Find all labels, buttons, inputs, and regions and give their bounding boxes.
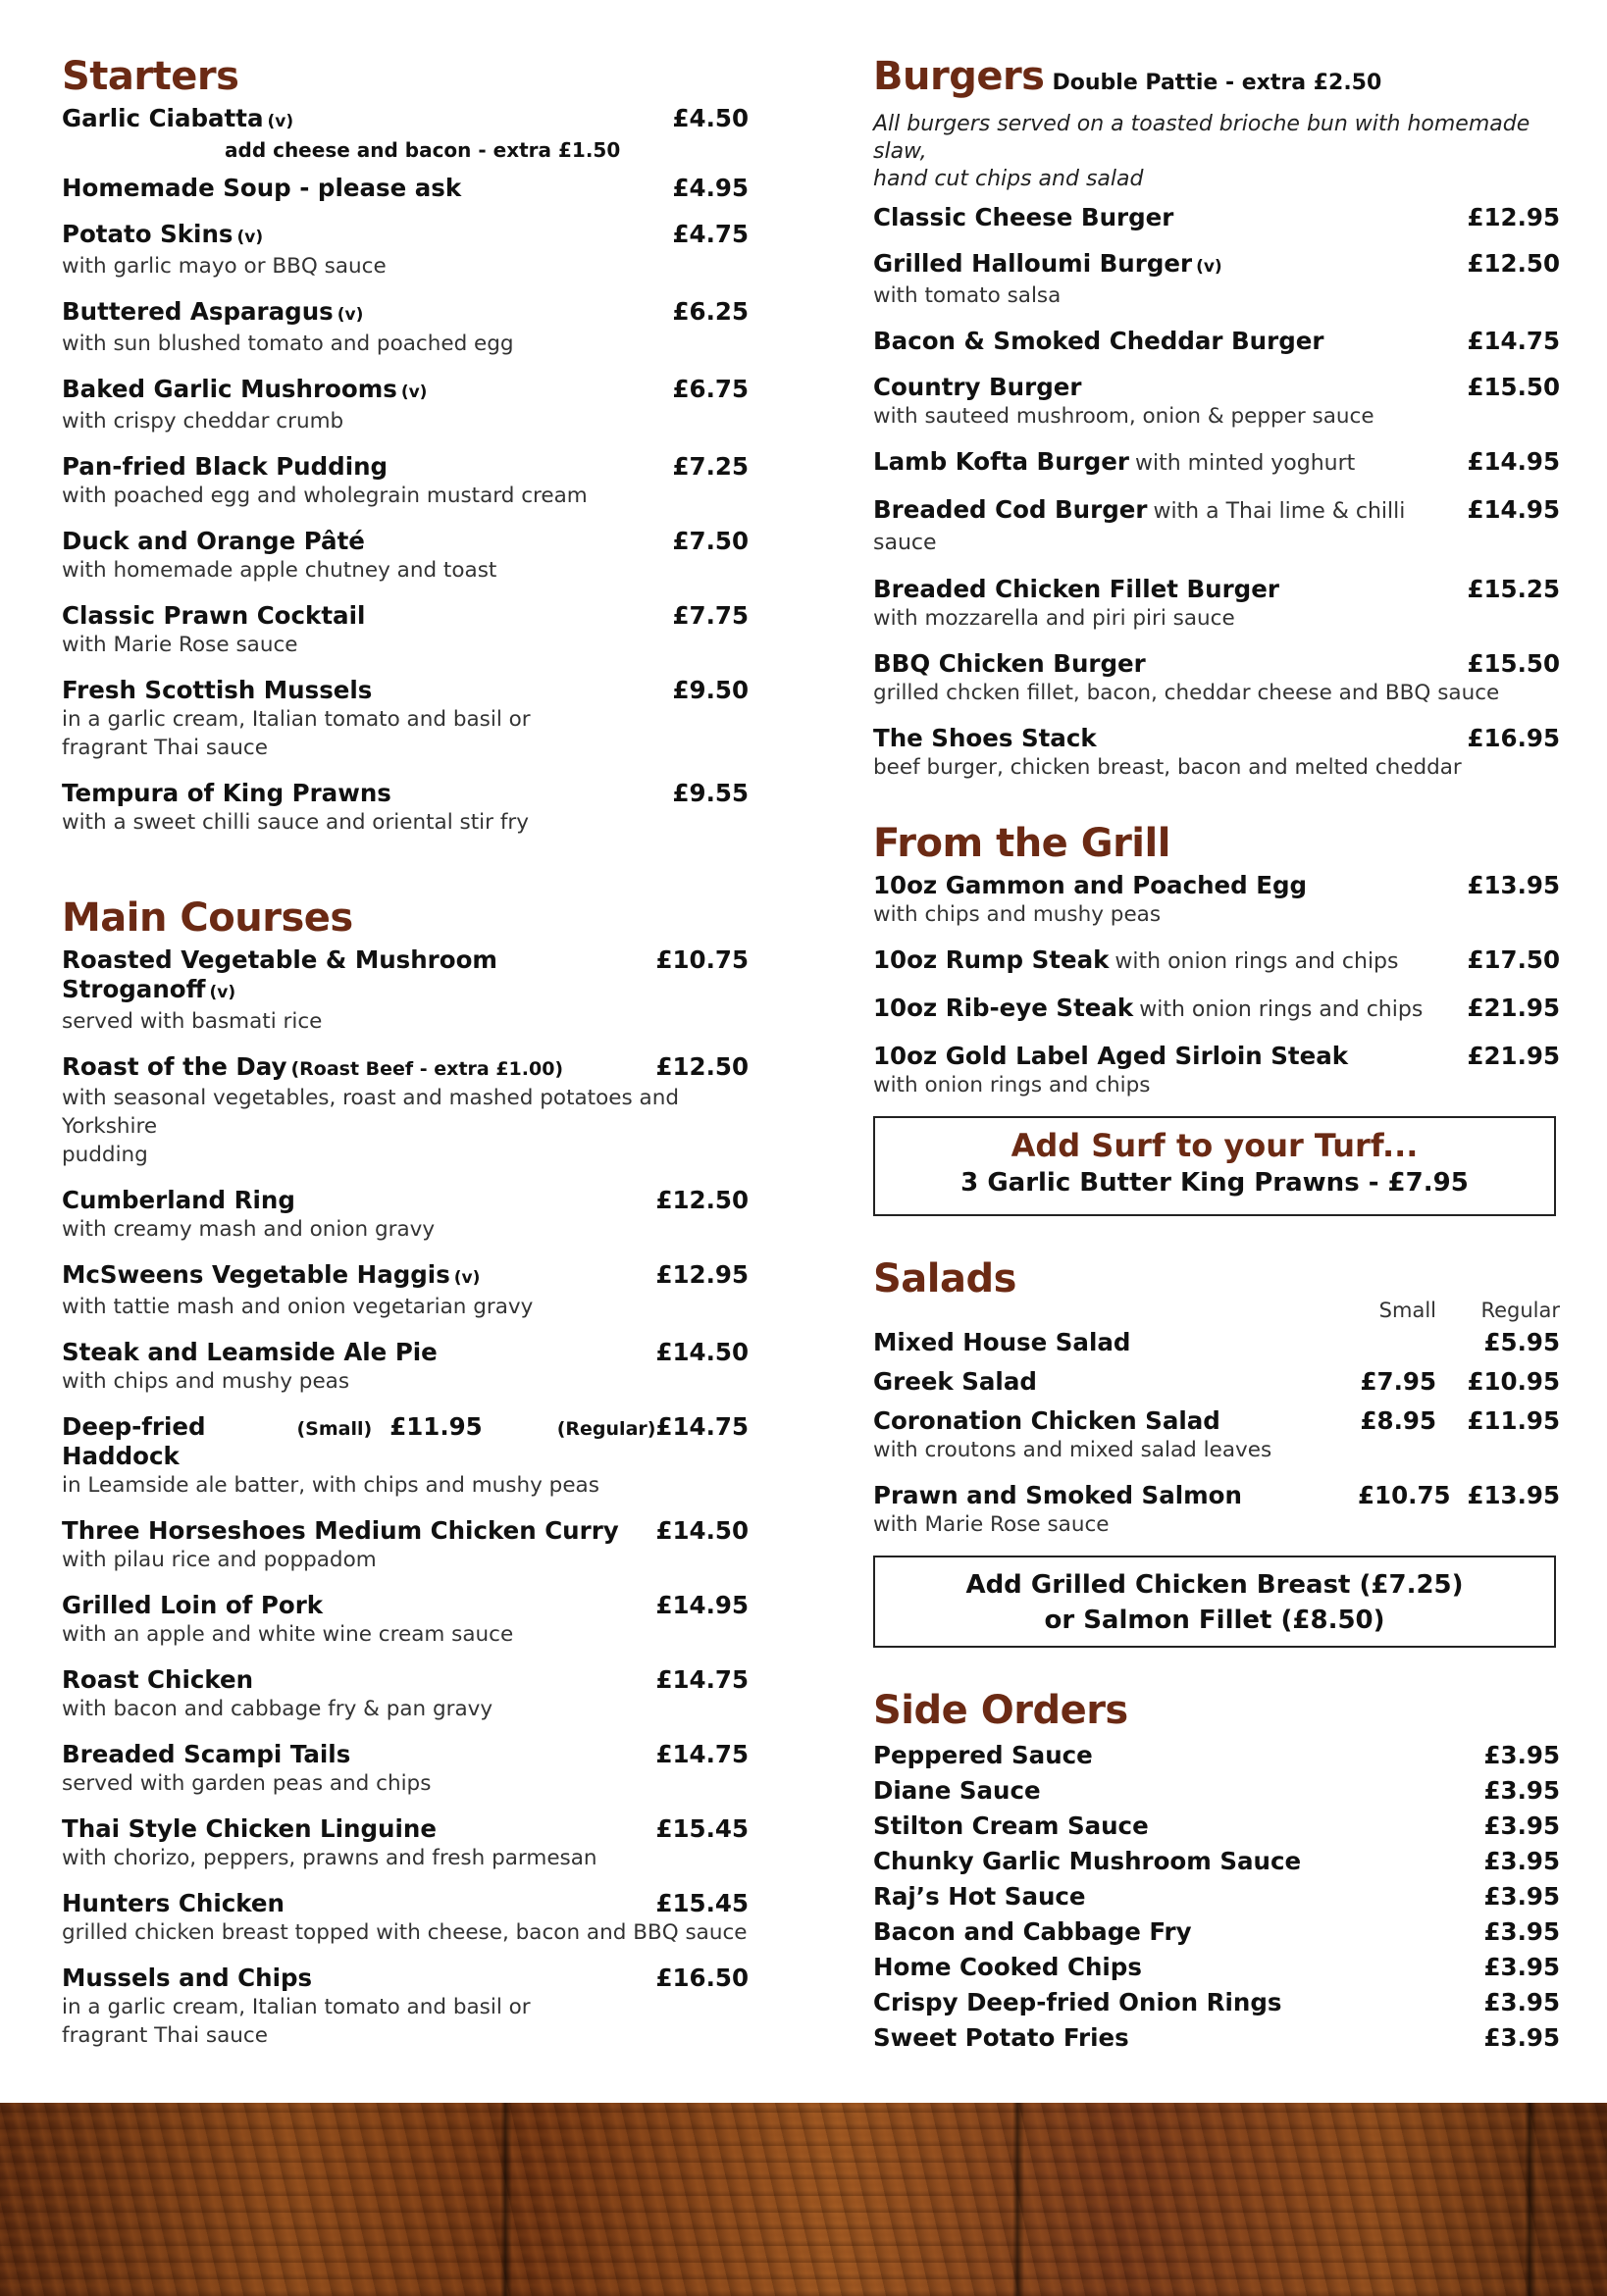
burgers-title: Burgers xyxy=(873,54,1045,99)
item-desc: in Leamside ale batter, with chips and mushy peas xyxy=(62,1473,599,1498)
surf-turf-offer: 3 Garlic Butter King Prawns - £7.95 xyxy=(960,1168,1469,1198)
item-desc: with Marie Rose sauce xyxy=(873,1512,1110,1537)
menu-item xyxy=(873,994,1560,1025)
item-price: £12.95 xyxy=(655,1260,749,1289)
menu-item xyxy=(873,1481,1560,1539)
item-price: £3.95 xyxy=(1483,1882,1560,1911)
item-desc: served with garden peas and chips xyxy=(62,1771,432,1796)
item-price: £3.95 xyxy=(1483,1847,1560,1875)
item-name: Diane Sauce xyxy=(873,1776,1041,1805)
menu-item xyxy=(873,871,1560,929)
mains-section xyxy=(62,894,749,2050)
sides-section xyxy=(873,1687,1560,2056)
item-price: £4.95 xyxy=(672,174,749,202)
side-item xyxy=(873,1773,1560,1809)
item-price: £14.50 xyxy=(655,1338,749,1366)
item-name: Coronation Chicken Salad xyxy=(873,1406,1220,1435)
item-price: £14.95 xyxy=(1467,447,1560,476)
small-price: £10.75 xyxy=(1358,1481,1451,1509)
item-name: Mussels and Chips xyxy=(62,1964,313,1992)
item-name: Breaded Scampi Tails xyxy=(62,1740,351,1768)
item-desc: with bacon and cabbage fry & pan gravy xyxy=(62,1697,493,1721)
item-price: £6.75 xyxy=(672,375,749,403)
item-name: Garlic Ciabatta xyxy=(62,104,264,132)
item-price: £9.50 xyxy=(672,676,749,704)
veg-badge: (v) xyxy=(209,983,236,1002)
addon-line: or Salmon Fillet (£8.50) xyxy=(1044,1606,1385,1635)
item-name: 10oz Gammon and Poached Egg xyxy=(873,871,1308,899)
item-desc: with mozzarella and piri piri sauce xyxy=(873,606,1235,631)
side-item xyxy=(873,1738,1560,1773)
item-desc: with homemade apple chutney and toast xyxy=(62,558,497,583)
menu-item xyxy=(62,1186,749,1244)
item-price: £15.50 xyxy=(1467,373,1560,401)
item-inline-desc: with onion rings and chips xyxy=(1115,949,1399,974)
col-regular: Regular xyxy=(1480,1299,1560,1322)
item-price: £14.75 xyxy=(655,1740,749,1768)
starters-section xyxy=(62,53,749,837)
item-name: McSweens Vegetable Haggis xyxy=(62,1260,450,1289)
item-price: £12.50 xyxy=(655,1052,749,1081)
item-name: BBQ Chicken Burger xyxy=(873,649,1146,678)
starters-title: Starters xyxy=(62,54,239,99)
col-small: Small xyxy=(1378,1299,1436,1322)
item-desc: with chips and mushy peas xyxy=(873,902,1162,927)
item-name: Roast Chicken xyxy=(62,1665,254,1694)
item-price: £3.95 xyxy=(1483,1917,1560,1946)
item-name: Baked Garlic Mushrooms xyxy=(62,375,397,403)
item-name: Deep-fried Haddock xyxy=(62,1412,206,1470)
grill-title: From the Grill xyxy=(873,821,1170,866)
item-desc: with pilau rice and poppadom xyxy=(62,1548,377,1572)
menu-item xyxy=(873,1328,1560,1357)
item-inline-desc: with onion rings and chips xyxy=(1139,997,1424,1022)
grill-section xyxy=(873,820,1560,1216)
item-desc: with sun blushed tomato and poached egg xyxy=(62,332,514,356)
item-name: Mixed House Salad xyxy=(873,1328,1131,1356)
item-price: £14.75 xyxy=(655,1665,749,1694)
left-column xyxy=(62,53,749,2066)
item-desc: fragrant Thai sauce xyxy=(62,2023,268,2048)
item-name: Grilled Halloumi Burger xyxy=(873,249,1193,278)
item-name: Duck and Orange Pâté xyxy=(62,527,365,555)
salad-addon-box xyxy=(873,1556,1556,1648)
item-name: Homemade Soup - please ask xyxy=(62,174,462,202)
item-price: £3.95 xyxy=(1483,2023,1560,2052)
item-note: (Roast Beef - extra £1.00) xyxy=(290,1058,564,1080)
item-name: Stilton Cream Sauce xyxy=(873,1811,1149,1840)
item-price: £16.95 xyxy=(1467,724,1560,752)
side-item xyxy=(873,1844,1560,1879)
right-column xyxy=(873,53,1560,2056)
item-name: The Shoes Stack xyxy=(873,724,1097,752)
item-price: £4.50 xyxy=(672,104,749,132)
menu-item xyxy=(873,649,1560,707)
small-price: £11.95 xyxy=(389,1412,483,1441)
burgers-subtitle: Double Pattie - extra £2.50 xyxy=(1052,71,1382,95)
menu-item xyxy=(873,1367,1560,1397)
item-price: £7.50 xyxy=(672,527,749,555)
burgers-section xyxy=(873,53,1560,782)
menu-item xyxy=(62,1814,749,1872)
item-name: Breaded Chicken Fillet Burger xyxy=(873,575,1279,603)
item-desc: with croutons and mixed salad leaves xyxy=(873,1438,1272,1462)
menu-item xyxy=(62,104,749,164)
veg-badge: (v) xyxy=(453,1268,481,1288)
item-name: Grilled Loin of Pork xyxy=(62,1591,324,1619)
item-name: Chunky Garlic Mushroom Sauce xyxy=(873,1847,1302,1875)
item-desc: beef burger, chicken breast, bacon and melted cheddar xyxy=(873,755,1462,780)
item-price: £14.50 xyxy=(655,1516,749,1545)
item-name: 10oz Gold Label Aged Sirloin Steak xyxy=(873,1042,1349,1070)
item-desc: with garlic mayo or BBQ sauce xyxy=(62,254,387,279)
side-item xyxy=(873,1985,1560,2020)
menu-item xyxy=(62,1665,749,1723)
burgers-note-line: hand cut chips and salad xyxy=(873,167,1144,191)
mains-title: Main Courses xyxy=(62,895,353,941)
item-price: £17.50 xyxy=(1467,945,1560,974)
menu-item xyxy=(62,527,749,585)
item-name: Potato Skins xyxy=(62,220,233,248)
item-name: Thai Style Chicken Linguine xyxy=(62,1814,437,1843)
menu-item xyxy=(873,1042,1560,1099)
size-small-label: (Small) xyxy=(296,1418,373,1440)
menu-item xyxy=(62,1412,749,1500)
salads-title: Salads xyxy=(873,1256,1016,1301)
item-extra: add cheese and bacon - extra £1.50 xyxy=(225,138,621,162)
veg-badge: (v) xyxy=(400,383,428,402)
item-name: Peppered Sauce xyxy=(873,1741,1093,1769)
item-name: Home Cooked Chips xyxy=(873,1953,1142,1981)
menu-item xyxy=(62,1338,749,1396)
item-price: £21.95 xyxy=(1467,1042,1560,1070)
menu-item xyxy=(62,1964,749,2050)
surf-turf-box xyxy=(873,1116,1556,1216)
item-desc: with poached egg and wholegrain mustard cream xyxy=(62,484,588,508)
item-price: £12.95 xyxy=(1467,203,1560,231)
item-name: Breaded Cod Burger xyxy=(873,495,1148,524)
menu-item xyxy=(873,447,1560,479)
side-item xyxy=(873,1809,1560,1844)
item-price: £3.95 xyxy=(1483,1776,1560,1805)
menu-item xyxy=(873,724,1560,782)
side-item xyxy=(873,2020,1560,2056)
regular-price: £5.95 xyxy=(1483,1328,1560,1356)
item-price: £12.50 xyxy=(1467,249,1560,278)
item-price: £21.95 xyxy=(1467,994,1560,1022)
item-desc: served with basmati rice xyxy=(62,1009,323,1034)
item-price: £6.25 xyxy=(672,297,749,326)
wood-footer-banner xyxy=(0,2103,1607,2296)
item-desc: with an apple and white wine cream sauce xyxy=(62,1622,514,1647)
veg-badge: (v) xyxy=(1196,257,1222,277)
regular-price: £10.95 xyxy=(1467,1367,1560,1396)
menu-item xyxy=(873,1406,1560,1464)
item-price: £14.95 xyxy=(655,1591,749,1619)
item-desc: with Marie Rose sauce xyxy=(62,633,298,657)
item-name: Crispy Deep-fried Onion Rings xyxy=(873,1988,1282,2016)
menu-item xyxy=(62,1740,749,1798)
item-inline-desc: with a Thai lime & chilli sauce xyxy=(873,499,1406,555)
menu-item xyxy=(62,1052,749,1169)
item-desc: with crispy cheddar crumb xyxy=(62,409,344,434)
item-desc: pudding xyxy=(62,1143,148,1167)
item-name: Steak and Leamside Ale Pie xyxy=(62,1338,438,1366)
item-price: £15.50 xyxy=(1467,649,1560,678)
salads-section xyxy=(873,1255,1560,1648)
menu-item xyxy=(873,575,1560,633)
menu-item xyxy=(62,375,749,435)
burgers-note-line: All burgers served on a toasted brioche bun with homemade slaw, xyxy=(873,112,1530,164)
item-price: £12.50 xyxy=(655,1186,749,1214)
side-item xyxy=(873,1950,1560,1985)
item-name: Three Horseshoes Medium Chicken Curry xyxy=(62,1516,619,1545)
item-name: Classic Prawn Cocktail xyxy=(62,601,366,630)
surf-turf-title: Add Surf to your Turf... xyxy=(1011,1127,1419,1164)
small-price: £7.95 xyxy=(1360,1367,1436,1396)
item-name: Pan-fried Black Pudding xyxy=(62,452,389,481)
item-price: £16.50 xyxy=(655,1964,749,1992)
item-desc: with tomato salsa xyxy=(873,283,1062,308)
item-desc: with sauteed mushroom, onion & pepper sauce xyxy=(873,404,1374,429)
item-price: £7.75 xyxy=(672,601,749,630)
item-inline-desc: with minted yoghurt xyxy=(1135,451,1356,476)
menu-item xyxy=(62,174,749,203)
item-price: £4.75 xyxy=(672,220,749,248)
item-name: 10oz Rib-eye Steak xyxy=(873,994,1134,1022)
item-price: £9.55 xyxy=(672,779,749,807)
item-name: Sweet Potato Fries xyxy=(873,2023,1129,2052)
addon-line: Add Grilled Chicken Breast (£7.25) xyxy=(965,1570,1464,1600)
size-regular-label: (Regular) xyxy=(556,1418,656,1440)
item-price: £7.25 xyxy=(672,452,749,481)
item-name: Buttered Asparagus xyxy=(62,297,334,326)
menu-item xyxy=(62,452,749,510)
menu-item xyxy=(873,249,1560,310)
side-item xyxy=(873,1879,1560,1914)
item-price: £3.95 xyxy=(1483,1811,1560,1840)
item-desc: in a garlic cream, Italian tomato and basil or xyxy=(62,1995,531,2019)
item-price: £15.25 xyxy=(1467,575,1560,603)
veg-badge: (v) xyxy=(267,112,294,131)
menu-item xyxy=(62,676,749,762)
regular-price: £11.95 xyxy=(1467,1406,1560,1435)
item-name: Roasted Vegetable & Mushroom Stroganoff xyxy=(62,945,497,1003)
menu-item xyxy=(62,297,749,358)
item-desc: with tattie mash and onion vegetarian gravy xyxy=(62,1295,534,1319)
item-price: £14.75 xyxy=(1467,327,1560,355)
veg-badge: (v) xyxy=(236,228,264,247)
item-name: Bacon & Smoked Cheddar Burger xyxy=(873,327,1324,355)
item-price: £3.95 xyxy=(1483,1953,1560,1981)
burgers-note xyxy=(873,111,1560,193)
item-price: £14.75 xyxy=(655,1412,749,1441)
item-price: £15.45 xyxy=(655,1814,749,1843)
item-price: £15.45 xyxy=(655,1889,749,1917)
item-name: Tempura of King Prawns xyxy=(62,779,391,807)
side-item xyxy=(873,1914,1560,1950)
item-name: Prawn and Smoked Salmon xyxy=(873,1481,1242,1509)
item-name: Cumberland Ring xyxy=(62,1186,295,1214)
menu-item xyxy=(62,601,749,659)
menu-item xyxy=(62,1591,749,1649)
item-desc: grilled chicken breast topped with cheese, bacon and BBQ sauce xyxy=(62,1920,748,1945)
menu-item xyxy=(62,1260,749,1321)
item-desc: with creamy mash and onion gravy xyxy=(62,1217,436,1242)
item-name: Fresh Scottish Mussels xyxy=(62,676,373,704)
veg-badge: (v) xyxy=(337,305,364,325)
item-desc: with chorizo, peppers, prawns and fresh parmesan xyxy=(62,1846,597,1870)
sides-title: Side Orders xyxy=(873,1688,1128,1733)
item-name: Country Burger xyxy=(873,373,1082,401)
item-price: £10.75 xyxy=(655,945,749,974)
menu-item xyxy=(873,495,1560,558)
item-desc: with chips and mushy peas xyxy=(62,1369,350,1394)
item-desc: with seasonal vegetables, roast and mashed potatoes and Yorkshire xyxy=(62,1086,679,1139)
item-name: Classic Cheese Burger xyxy=(873,203,1174,231)
item-price: £3.95 xyxy=(1483,1741,1560,1769)
item-name: Hunters Chicken xyxy=(62,1889,285,1917)
item-name: Greek Salad xyxy=(873,1367,1037,1396)
menu-item xyxy=(873,327,1560,356)
item-price: £14.95 xyxy=(1467,495,1560,524)
item-desc: with onion rings and chips xyxy=(873,1073,1151,1097)
small-price: £8.95 xyxy=(1360,1406,1436,1435)
menu-item xyxy=(62,779,749,837)
item-desc: with a sweet chilli sauce and oriental stir fry xyxy=(62,810,529,835)
menu-item xyxy=(873,945,1560,977)
item-desc: fragrant Thai sauce xyxy=(62,736,268,760)
menu-item xyxy=(62,1889,749,1947)
menu-item xyxy=(873,203,1560,232)
menu-item xyxy=(62,220,749,281)
item-price: £3.95 xyxy=(1483,1988,1560,2016)
menu-item xyxy=(62,1516,749,1574)
item-name: Bacon and Cabbage Fry xyxy=(873,1917,1192,1946)
item-name: 10oz Rump Steak xyxy=(873,945,1110,974)
item-desc: grilled chcken fillet, bacon, cheddar cheese and BBQ sauce xyxy=(873,681,1500,705)
regular-price: £13.95 xyxy=(1467,1481,1560,1509)
item-name: Raj’s Hot Sauce xyxy=(873,1882,1086,1911)
item-price: £13.95 xyxy=(1467,871,1560,899)
menu-item xyxy=(873,373,1560,431)
item-name: Lamb Kofta Burger xyxy=(873,447,1129,476)
menu-item xyxy=(62,945,749,1036)
item-desc: in a garlic cream, Italian tomato and basil or xyxy=(62,707,531,732)
item-name: Roast of the Day xyxy=(62,1052,287,1081)
